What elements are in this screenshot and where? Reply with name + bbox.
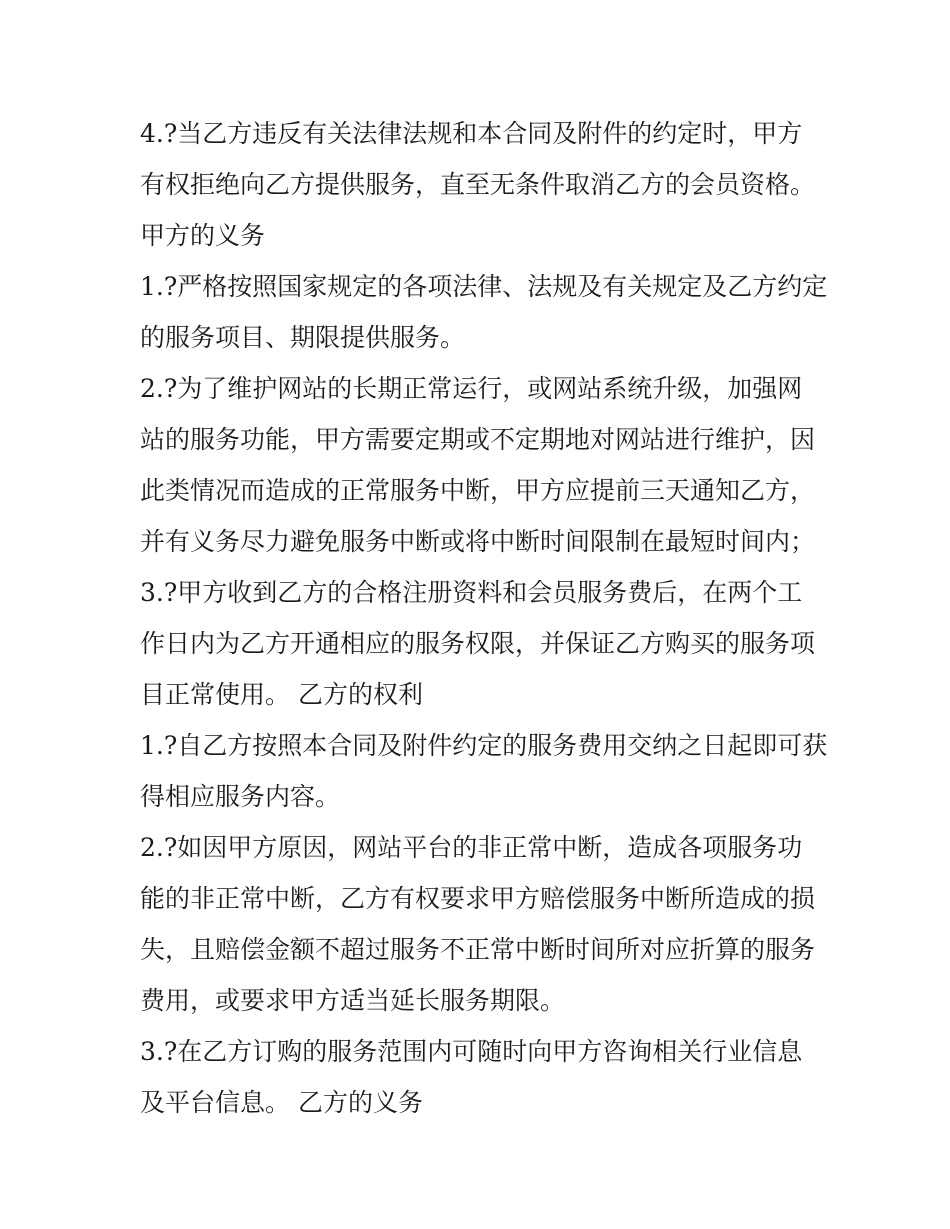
text-line-5: 的服务项目、期限提供服务。 [140,323,466,352]
text-line-8: 此类情况而造成的正常服务中断，甲方应提前三天通知乙方， [140,476,816,505]
text-line-17: 失，且赔偿金额不超过服务不正常中断时间所对应折算的服务 [140,935,816,964]
text-line-19: 3.?在乙方订购的服务范围内可随时向甲方咨询相关行业信息 [140,1037,803,1066]
text-line-16: 能的非正常中断，乙方有权要求甲方赔偿服务中断所造成的损 [140,884,816,913]
text-line-7: 站的服务功能，甲方需要定期或不定期地对网站进行维护，因 [140,425,816,454]
text-line-14: 得相应服务内容。 [140,782,341,811]
text-line-2: 有权拒绝向乙方提供服务，直至无条件取消乙方的会员资格。 [140,170,816,199]
text-line-10: 3.?甲方收到乙方的合格注册资料和会员服务费后，在两个工 [140,578,803,607]
section-heading-party-a-obligations: 甲方的义务 [140,221,266,250]
contract-text [140,108,828,1128]
text-line-9: 并有义务尽力避免服务中断或将中断时间限制在最短时间内； [140,527,816,556]
text-line-12: 目正常使用。 乙方的权利 [140,680,423,709]
text-line-1: 4.?当乙方违反有关法律法规和本合同及附件的约定时，甲方 [140,119,803,148]
text-line-13: 1.?自乙方按照本合同及附件约定的服务费用交纳之日起即可获 [140,731,828,760]
text-line-18: 费用，或要求甲方适当延长服务期限。 [140,986,566,1015]
text-line-11: 作日内为乙方开通相应的服务权限，并保证乙方购买的服务项 [140,629,816,658]
text-line-6: 2.?为了维护网站的长期正常运行，或网站系统升级，加强网 [140,374,803,403]
text-line-20: 及平台信息。 乙方的义务 [140,1088,423,1117]
text-line-4: 1.?严格按照国家规定的各项法律、法规及有关规定及乙方约定 [140,272,828,301]
text-line-15: 2.?如因甲方原因，网站平台的非正常中断，造成各项服务功 [140,833,803,862]
